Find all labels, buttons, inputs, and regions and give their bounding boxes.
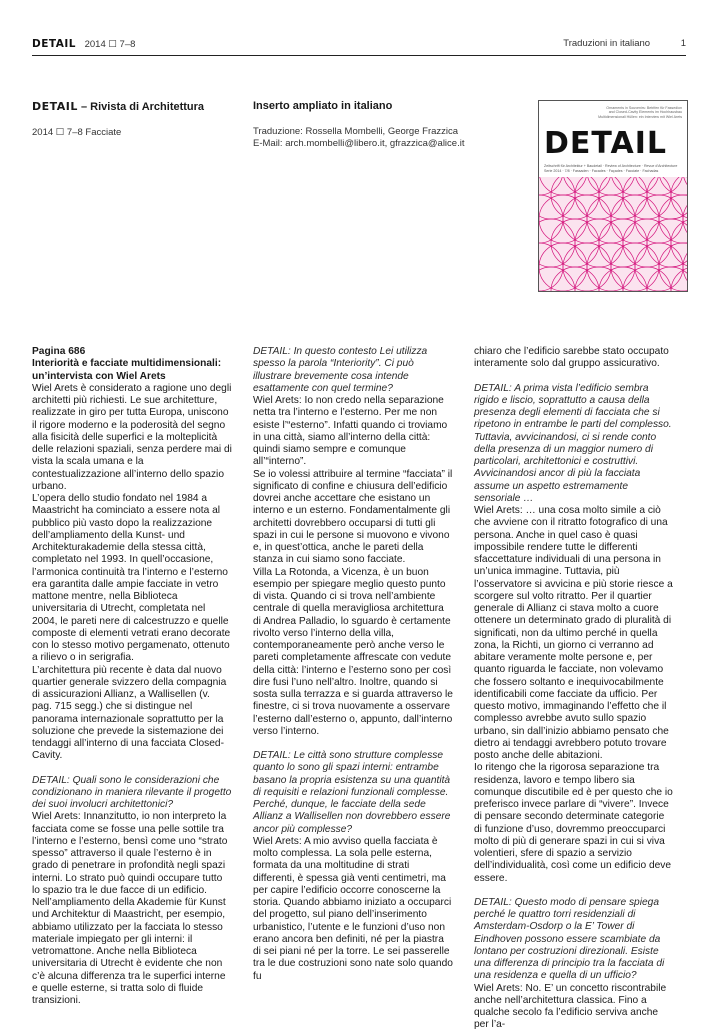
interview-answer: Wiel Arets: … una cosa molto simile a ciò che avviene con il ritratto fotografico di una persona. Anche in quel caso è quasi impossibile rendere tutte le differenti sfaccettature individuali di una persona in un’unica immagine. Tuttavia, più l’osservatore si avvicina e più storie riesce a scorgere sul volto ritratto. Per il quartier generale di Allianz ci stava molto a cuore ottenere un determinato grado di pluralità di significati, non da ultimo perché in quella zona, la Richti, un giorno ci verranno ad abitare veramente molte persone e, per quanto riguarda le facciate, non volevamo che fossero soltanto e inequivocabilmente identificabili come facciate da ufficio. Per questo motivo, immaginando l’effetto che il complesso avrebbe avuto sullo spazio urbano, sin dall’inizio abbiamo pensato che dietro ai tendaggi avrebbero potuto trovare posto anche delle abitazioni. <box>474 505 673 761</box>
paragraph: chiaro che l’edificio sarebbe stato occupato interamente solo dal gruppo assicurativo. <box>474 346 669 370</box>
magazine-title <box>32 100 242 113</box>
magazine-issue-line: 2014 ☐ 7–8 Facciate <box>32 127 122 138</box>
interview-question: DETAIL: In questo contesto Lei utilizza spesso la parola “Interiority”. Ci può illustrare brevemente cosa intende esattamente con quel termine? <box>253 346 428 394</box>
magazine-brand: DETAIL <box>32 100 78 113</box>
cover-top-line: Multidimensionali Hüllen: ein Interview mit Wiel Arets <box>598 114 682 119</box>
magazine-title-rest: – Rivista di Architettura <box>77 101 205 113</box>
page-number: 1 <box>680 38 686 49</box>
cover-series: Serie 2014 · 7/8 · Fassaden · Facades · Façades · Facciate · Fachadas <box>544 169 659 173</box>
cover-subtitle: Zeitschrift für Architektur + Baudetail · Review of Architecture · Revue d’Architecture <box>544 164 678 168</box>
insert-meta <box>253 126 513 150</box>
cover-top-line: and Closed-Cavity Elements im Hochhausbau <box>608 110 682 115</box>
header-section: Traduzioni in italiano <box>563 38 651 49</box>
translation-credit: Traduzione: Rossella Mombelli, George Frazzica <box>253 126 459 137</box>
interview-answer: Wiel Arets: Innanzitutto, io non interpreto la facciata come se fosse una pelle sottile tra l’interno e l’esterno, bensì come uno “strato spesso” attraverso il quale l’esterno è in grado di penetrare in profondità negli spazi interni. Lo strato può quindi occupare tutto lo spazio tra le due facce di un edificio. <box>32 811 228 896</box>
paragraph: Wiel Arets è considerato a ragione uno degli architetti più richiesti. Le sue architetture, realizzate in giro per tutta Europa, uniscono il rigore moderno e la poderosità del segno alla fisicità delle superfici e la molteplicità delle relazioni spaziali, senza perdere mai di vista la scala umana e la contestualizzazione all’interno dello spazio urbano. <box>32 382 232 492</box>
page-reference: Pagina 686 <box>32 346 86 357</box>
paragraph: Nell’ampliamento della Akademie für Kunst und Architektur di Maastricht, per esempio, abbiamo utilizzato per la facciata lo stesso materiale impiegato per gli interni: il vetromattone. Anche nella Biblioteca universitaria di Utrecht è evidente che non c’è alcuna differenza tra le superfici interne e quelle esterne, si tratta solo di fluide transizioni. <box>32 897 226 1006</box>
interview-question: DETAIL: Le città sono strutture complesse quanto lo sono gli spazi interni: entrambe basano la propria esistenza su una quantità di requisiti e relazioni funzionali complesse. Perché, dunque, le facciate della sede Allianz a Wallisellen non dovrebbero essere ancor più complesse? <box>253 750 451 835</box>
running-header <box>32 38 686 52</box>
paragraph: L’architettura più recente è data dal nuovo quartier generale svizzero della compagnia di assicurazioni Allianz, a Wallisellen (v. pag. 715 segg.) che si distingue nel panorama internazionale soprattutto per la soluzione che prevede la sistemazione dei tendaggi all’interno di una facciata Closed-Cavity. <box>32 664 227 762</box>
interview-question: DETAIL: Quali sono le considerazioni che condizionano in maniera rilevante il progetto dei suoi involucri architettonici? <box>32 774 232 810</box>
header-right <box>563 38 686 49</box>
magazine-cover <box>538 100 688 292</box>
paragraph: Io ritengo che la rigorosa separazione tra residenza, lavoro e tempo libero sia comunque discutibile ed è per questo che io preferisco invece parlare di “vivere”. Invece di pensare secondo determinate categorie di funzione d’uso, dovremmo preoccuparci molto di più di generare spazi in cui si viva volentieri, sfere di spazio a servizio dell’individualità, così come un edificio deve essere. <box>474 762 673 884</box>
header-logo: DETAIL <box>32 38 76 50</box>
cover-brand: DETAIL <box>544 126 668 161</box>
cover-subtitle-block <box>544 164 682 174</box>
cover-top-text <box>598 106 682 119</box>
article-heading: Interiorità e facciate multidimensionali: un’intervista con Wiel Arets <box>32 358 222 382</box>
paragraph: Se io volessi attribuire al termine “facciata” il significato di confine e chiusura dell’edificio dovrei anche accettare che esistano un interno e un esterno. Fondamentalmente gli architetti dovrebbero occuparsi di tutti gli spazi in cui le persone si muovono e vivono e, in quest’ottica, anche le pareti della stanza in cui siamo sono facciate. <box>253 468 453 566</box>
magazine-block <box>32 100 242 138</box>
paragraph: Villa La Rotonda, a Vicenza, è un buon esempio per spiegare meglio questo punto di vista. Quando ci si trova nell’ambiente centrale di quella meravigliosa architettura di Andrea Palladio, lo sguardo è certamente rivolto verso l’interno della villa, contemporaneamente però anche verso le pareti completamente affrescate con vedute della città: l’interno e l’esterno sono per così dire fusi l’uno nell’altro. Inoltre, quando si sosta sulla terrazza e si guarda attraverso le finestre, ci si trova nuovamente a osservare l’esterno dall’esterno o, appunto, dall’interno verso l’interno. <box>253 566 453 737</box>
text-column-1 <box>32 346 232 1007</box>
interview-answer: Wiel Arets: No. E’ un concetto riscontrabile anche nell’architettura classica. Fino a qualche secolo fa l’edificio serviva anche per l’a- <box>474 982 667 1031</box>
insert-title: Inserto ampliato in italiano <box>253 100 393 112</box>
text-column-2 <box>253 346 453 983</box>
interview-question: DETAIL: A prima vista l’edificio sembra rigido e liscio, soprattutto a causa della presenza degli elementi di facciata che si ripetono in entrambe le parti del complesso. Tuttavia, avvicinandosi, ci si rende conto della presenza di un maggior numero di particolari, architettonici e costruttivi. Avvicinandosi ancor di più la facciata assume un aspetto estremamente sensoriale … <box>474 382 672 504</box>
text-column-3 <box>474 346 674 1032</box>
interview-question: DETAIL: Questo modo di pensare spiega perché le quattro torri residenziali di Amsterdam-Osdorp o la E’ Tower di Eindhoven possono essere scambiate da lontano per costruzioni direzionali. Esiste una differenza di principio tra la facciata di una residenza e quella di un ufficio? <box>474 896 665 982</box>
cover-pattern-image <box>539 177 687 291</box>
header-issue: 2014 ☐ 7–8 <box>84 39 136 50</box>
interview-answer: Wiel Arets: A mio avviso quella facciata è molto complessa. La sola pelle esterna, formata da una moltitudine di strati differenti, è spessa già venti centimetri, ma per capire l’edificio occorre conoscerne la storia. Quando abbiamo iniziato a occuparci del progetto, sul piano dell’inserimento urbanistico, l’utente e le funzioni d’uso non erano ancora ben definiti, né per la piastra di sei piani né per la torre. Le sei passerelle tra le due costruzioni sono nate solo quando fu <box>253 835 453 982</box>
header-rule <box>32 55 686 56</box>
paragraph: L’opera dello studio fondato nel 1984 a Maastricht ha cominciato a essere nota al pubblico più vasto dopo la realizzazione dell’ampliamento della Kunst- und Architekturakademie della stessa città, completato nel 1993. In quell’occasione, l’armonica continuità tra l’interno e l’esterno era garantita dalle ampie facciate in vetro mattone mentre, nella Biblioteca universitaria di Utrecht, completata nel 2004, le pareti nere di calcestruzzo e quelle composte di elementi vetrati erano decorate con lo stesso motivo pergamenato, ottenuto a rilievo o in serigrafia. <box>32 493 231 664</box>
interview-answer: Wiel Arets: Io non credo nella separazione netta tra l’interno e l’esterno. Per me non esiste l’“esterno”. Infatti quando ci troviamo in una città, siamo all’interno della città: quindi siamo sempre e comunque all’“interno”. <box>253 395 448 468</box>
cover-top-line: Ornaments in Souvenirs: Betrifen für Fassedion <box>606 106 682 110</box>
email-line: E-Mail: arch.mombelli@libero.it, gfrazzica@alice.it <box>253 138 465 149</box>
insert-block <box>253 100 513 150</box>
